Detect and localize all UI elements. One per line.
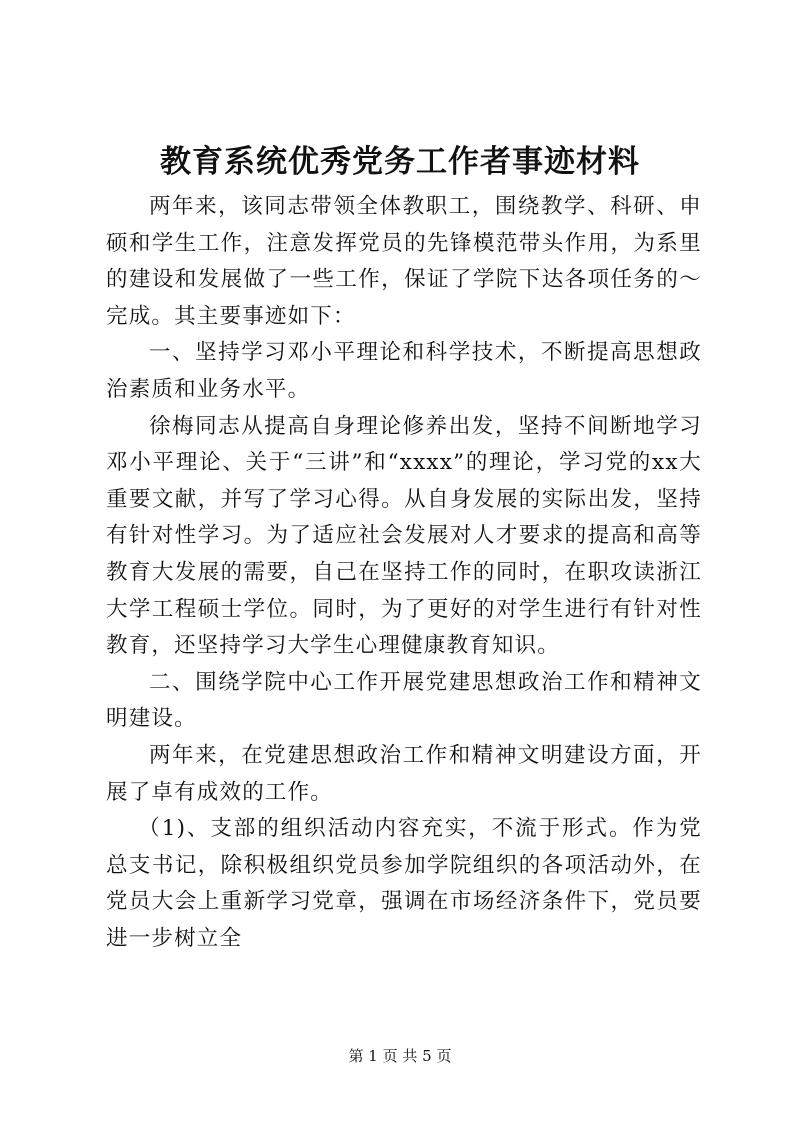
document-title: 教育系统优秀党务工作者事迹材料 xyxy=(160,144,640,180)
paragraph-intro: 两年来，该同志带领全体教职工，围绕教学、科研、申硕和学生工作，注意发挥党员的先锋模范带头作用，为系里的建设和发展做了一些工作，保证了学院下达各项任务的～完成。其主要事迹如下： xyxy=(106,194,702,329)
paragraph-organization: （1)、支部的组织活动内容充实，不流于形式。作为党总支书记，除积极组织党员参加学院组织的各项活动外，在党员大会上重新学习党章，强调在市场经济条件下，党员要进一步树立全 xyxy=(106,816,702,951)
paragraph-achievements: 两年来，在党建思想政治工作和精神文明建设方面，开展了卓有成效的工作。 xyxy=(106,742,702,805)
section-heading-1: 一、坚持学习邓小平理论和科学技术，不断提高思想政治素质和业务水平。 xyxy=(106,340,702,402)
page-number-footer: 第 1 页 共 5 页 xyxy=(348,1047,452,1065)
paragraph-study: 徐梅同志从提高自身理论修养出发，坚持不间断地学习邓小平理论、关于“三讲”和“xxxx”的理论，学习党的xx大重要文献，并写了学习心得。从自身发展的实际出发，坚持有针对性学习。为了适应社会发展对人才要求的提高和高等教育大发展的需要，自己在坚持工作的同时，在职攻读浙江大学工程硕士学位。同时，为了更好的对学生进行有针对性教育，还坚持学习大学生心理健康教育知识。 xyxy=(106,413,702,659)
section-heading-2: 二、围绕学院中心工作开展党建思想政治工作和精神文明建设。 xyxy=(106,669,702,732)
document-body xyxy=(106,189,702,957)
